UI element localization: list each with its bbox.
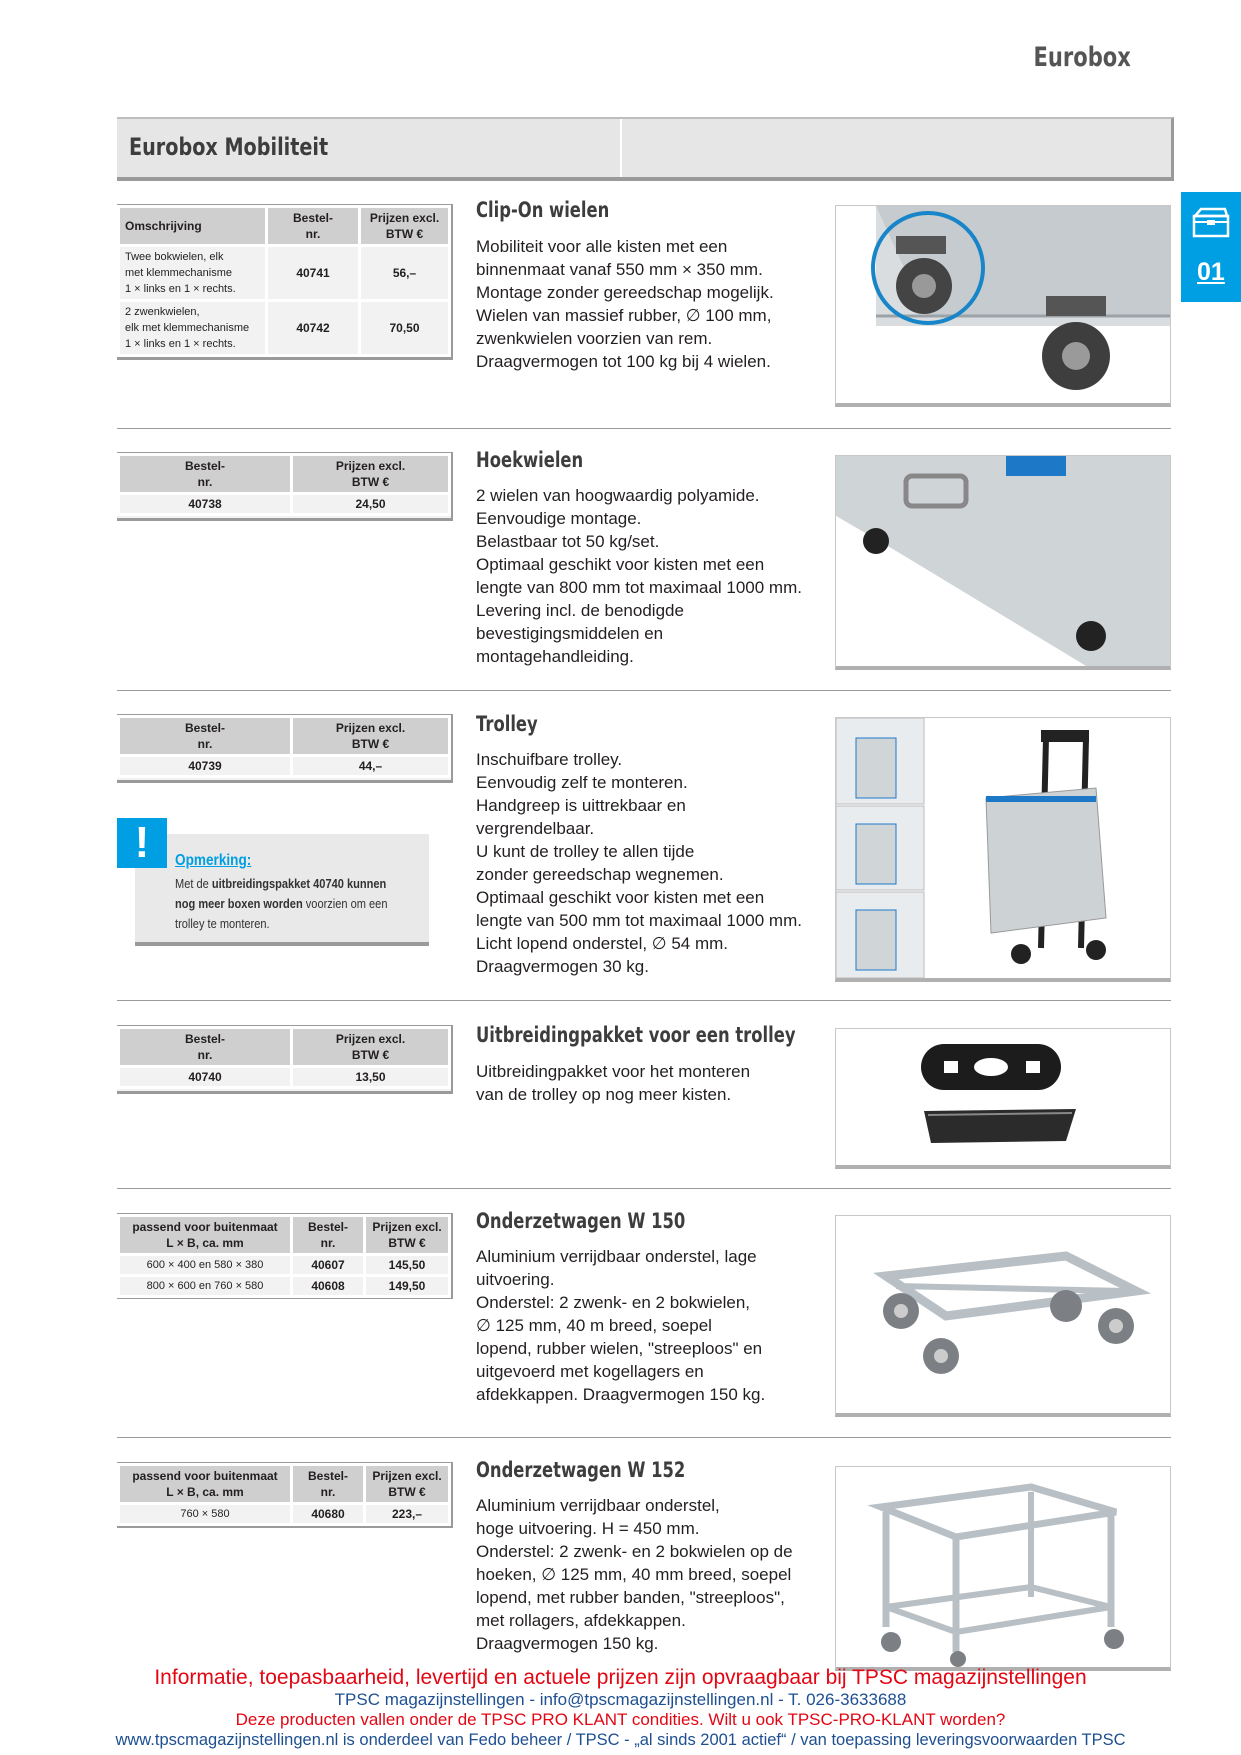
- product-title: Onderzetwagen W 150: [476, 1209, 686, 1233]
- table-row: Twee bokwielen, elk met klemmechanisme 1 × links en 1 × rechts. 40741 56,–: [119, 246, 450, 301]
- table-header: Prijzen excl. BTW €: [292, 1028, 450, 1067]
- remark-note: [117, 818, 431, 948]
- table-header: Bestel- nr.: [292, 1216, 365, 1255]
- section-divider: [117, 1000, 1171, 1001]
- section-title: Eurobox Mobiliteit: [129, 133, 329, 161]
- product-description: 2 wielen van hoogwaardig polyamide. Eenvoudige montage. Belastbaar tot 50 kg/set. Optimaal geschikt voor kisten met een lengte van 800 mm tot maximaal 1000 mm. Levering incl. de benodigde bevestigingsmiddelen en montagehandleiding.: [476, 486, 802, 666]
- page-header-title: Eurobox: [1033, 42, 1131, 73]
- table-header: passend voor buitenmaat L × B, ca. mm: [119, 1465, 292, 1504]
- chapter-tab[interactable]: [1181, 192, 1241, 302]
- table-row: 40739 44,–: [119, 756, 450, 777]
- product-title: Clip-On wielen: [476, 198, 610, 222]
- product-image-dolly-w150: [835, 1215, 1171, 1417]
- product-image-corner-wheels: [835, 455, 1171, 670]
- section-bar: [117, 117, 1174, 181]
- spec-table-trolley: [117, 714, 453, 783]
- section-divider: [117, 1437, 1171, 1438]
- table-header: Bestel- nr.: [267, 207, 360, 246]
- table-row: 2 zwenkwielen, elk met klemmechanisme 1 × links en 1 × rechts. 40742 70,50: [119, 301, 450, 356]
- product-title: Uitbreidingpakket voor een trolley: [476, 1023, 796, 1047]
- footer-website-line[interactable]: www.tpscmagazijnstellingen.nl is onderdeel van Fedo beheer / TPSC - „al sinds 2001 actief“ / van toepassing leveringsvoorwaarden TPSC: [115, 1731, 1126, 1749]
- footer-info-line: Informatie, toepasbaarheid, levertijd en actuele prijzen zijn opvraagbaar bij TPSC magazijnstellingen: [154, 1666, 1087, 1689]
- section-divider: [117, 1188, 1171, 1189]
- product-image-extension-kit: [835, 1028, 1171, 1169]
- product-description: Uitbreidingpakket voor het monteren van de trolley op nog meer kisten.: [476, 1062, 751, 1104]
- table-header: Prijzen excl. BTW €: [360, 207, 450, 246]
- spec-table-uitbreidingpakket: [117, 1025, 453, 1094]
- product-image-trolley: [835, 717, 1171, 982]
- remark-title: Opmerking:: [175, 852, 252, 869]
- section-divider: [117, 428, 1171, 429]
- product-title: Trolley: [476, 712, 538, 736]
- spec-table-w152: [117, 1462, 453, 1528]
- spec-table-hoekwielen: [117, 452, 453, 521]
- product-description: Aluminium verrijdbaar onderstel, hoge uitvoering. H = 450 mm. Onderstel: 2 zwenk- en 2 bokwielen op de hoeken, ∅ 125 mm, 40 mm breed, soepel lopend, met rubber banden, "streeploos", met rollagers, afdekkappen. Draagvermogen 150 kg.: [476, 1496, 793, 1653]
- product-description: Mobiliteit voor alle kisten met een binnenmaat vanaf 550 mm × 350 mm. Montage zonder gereedschap mogelijk. Wielen van massief rubber, ∅ 100 mm, zwenkwielen voorzien van rem. Draagvermogen tot 100 kg bij 4 wielen.: [476, 237, 774, 371]
- table-row: 800 × 600 en 760 × 580 40608 149,50: [119, 1276, 450, 1297]
- product-title: Hoekwielen: [476, 448, 584, 472]
- product-title: Onderzetwagen W 152: [476, 1458, 686, 1482]
- product-image-dolly-w152: [835, 1466, 1171, 1671]
- table-header: Bestel- nr.: [119, 1028, 292, 1067]
- table-header: Omschrijving: [119, 207, 267, 246]
- table-row: 600 × 400 en 580 × 380 40607 145,50: [119, 1255, 450, 1276]
- remark-text: Met de uitbreidingspakket 40740 kunnen nog meer boxen worden voorzien om een trolley te monteren.: [175, 876, 388, 931]
- section-divider: [117, 690, 1171, 691]
- spec-table-w150: [117, 1213, 453, 1299]
- table-header: Prijzen excl. BTW €: [365, 1216, 450, 1255]
- table-header: Prijzen excl. BTW €: [292, 717, 450, 756]
- table-header: Prijzen excl. BTW €: [365, 1465, 450, 1504]
- table-header: Prijzen excl. BTW €: [292, 455, 450, 494]
- exclamation-icon: !: [117, 818, 167, 868]
- table-row: 40740 13,50: [119, 1067, 450, 1088]
- table-header: Bestel- nr.: [119, 455, 292, 494]
- table-row: 760 × 580 40680 223,–: [119, 1504, 450, 1525]
- table-header: passend voor buitenmaat L × B, ca. mm: [119, 1216, 292, 1255]
- table-header: Bestel- nr.: [119, 717, 292, 756]
- footer-contact-line[interactable]: TPSC magazijnstellingen - info@tpscmagazijnstellingen.nl - T. 026-3633688: [334, 1690, 907, 1709]
- chapter-number: 01: [1197, 258, 1225, 286]
- box-icon: [1191, 206, 1231, 240]
- footer-pro-klant-line: Deze producten vallen onder de TPSC PRO KLANT condities. Wilt u ook TPSC-PRO-KLANT worden?: [235, 1710, 1006, 1729]
- product-description: Inschuifbare trolley. Eenvoudig zelf te monteren. Handgreep is uittrekbaar en vergrendelbaar. U kunt de trolley te allen tijde zonder gereedschap wegnemen. Optimaal geschikt voor kisten met een lengte van 500 mm tot maximaal 1000 mm. Licht lopend onderstel, ∅ 54 mm. Draagvermogen 30 kg.: [476, 750, 802, 976]
- table-header: Bestel- nr.: [292, 1465, 365, 1504]
- product-image-clip-on-wheels: [835, 205, 1171, 407]
- product-description: Aluminium verrijdbaar onderstel, lage uitvoering. Onderstel: 2 zwenk- en 2 bokwielen, ∅ 125 mm, 40 m breed, soepel lopend, rubber wielen, "streeploos" en uitgevoerd met kogellagers en afdekkappen. Draagvermogen 150 kg.: [476, 1247, 766, 1404]
- spec-table-clip-on: [117, 204, 453, 360]
- table-row: 40738 24,50: [119, 494, 450, 515]
